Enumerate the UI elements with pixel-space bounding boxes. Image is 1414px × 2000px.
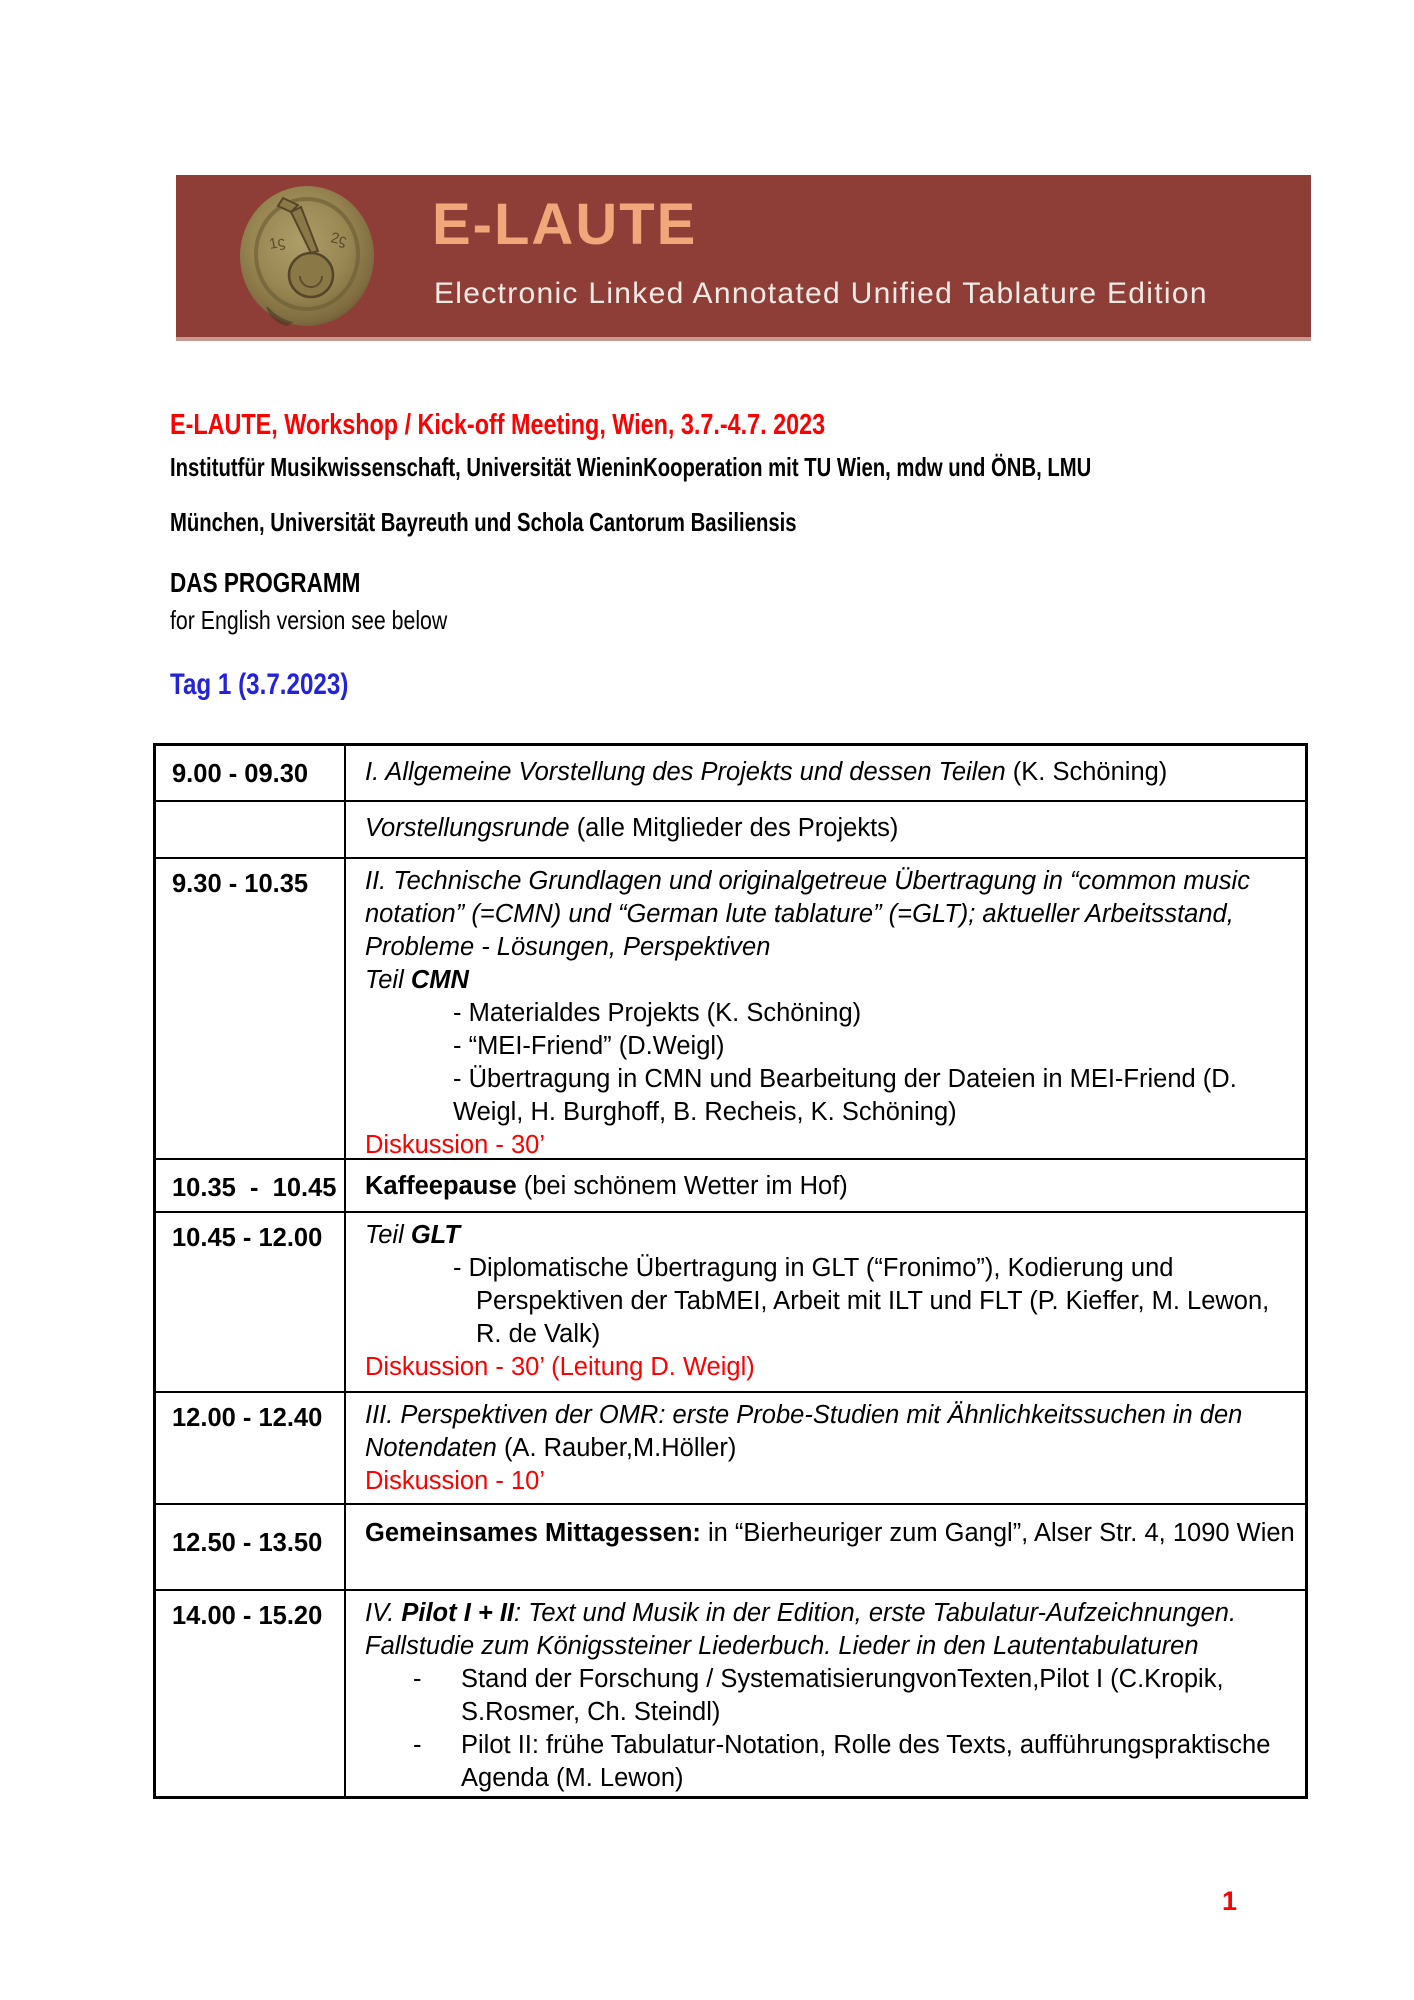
session-title: Vorstellungsrunde [365,814,570,842]
table-row [156,1393,1305,1505]
break-detail: (bei schönem Wetter im Hof) [516,1172,848,1200]
project-title: E-LAUTE [432,192,698,257]
session-title: II. Technische Grundlagen und originalgetreue Übertragung in “common music notation” (=CMN) und “German lute tablature” (=GLT); aktueller Arbeitsstand, Probleme - Lösungen, Perspektiven [365,867,1250,961]
content-cell [346,859,1305,1158]
session-part-label [365,1219,1297,1252]
page-number: 1 [1222,1886,1238,1916]
organizer-line-2: München, Universität Bayreuth und Schola Cantorum Basiliensis [170,507,797,537]
lunch-detail: in “Bierheuriger zum Gangl”, Alser Str. 4, 1090 Wien [700,1519,1295,1547]
day-1-heading: Tag 1 (3.7.2023) [170,668,349,701]
session-detail: (alle Mitglieder des Projekts) [569,814,899,842]
discussion-note: Diskussion - 30’ [365,1131,545,1159]
bullet-dash: - [413,1665,422,1693]
list-item [365,1729,1297,1795]
svg-text:1ϛ: 1ϛ [267,233,287,253]
time-cell: 10.35 - 10.45 [156,1160,346,1211]
lute-medallion-icon [238,185,376,327]
session-presenter: (A. Rauber,M.Höller) [496,1434,737,1462]
svg-text:2ϛ: 2ϛ [329,229,349,250]
header-banner [176,175,1311,341]
content-cell [346,1160,1305,1211]
time-cell: 9.30 - 10.35 [156,859,346,1158]
table-row [156,1505,1305,1591]
time-cell [156,802,346,857]
content-cell [346,802,1305,857]
program-title: DAS PROGRAMM [170,567,361,598]
content-cell [346,1505,1305,1589]
content-cell [346,1591,1305,1796]
break-title: Kaffeepause [365,1172,517,1200]
session-title: III. Perspektiven der OMR: erste Probe-Studien mit Ähnlichkeitssuchen in den Notendaten [365,1401,1243,1462]
table-row [156,859,1305,1160]
table-row [156,1591,1305,1796]
organizer-line-1: Institutfür Musikwissenschaft, Universität WieninKooperation mit TU Wien, mdw und ÖNB, LMU [170,452,1092,482]
lunch-title: Gemeinsames Mittagessen: [365,1519,701,1547]
table-row [156,802,1305,859]
bullet-text: Stand der Forschung / SystematisierungvonTexten,Pilot I (C.Kropik, S.Rosmer, Ch. Steindl) [461,1665,1224,1726]
pilot-name: Pilot I + II [401,1599,515,1627]
content-cell [346,1213,1305,1391]
part-name: GLT [410,1221,460,1249]
program-note: for English version see below [170,605,448,635]
part-word: Teil [365,1221,411,1249]
list-item: - Materialdes Projekts (K. Schöning) [453,999,862,1027]
time-cell: 10.45 - 12.00 [156,1213,346,1391]
session-description: : Text und Musik in der Edition, erste Tabulatur-Aufzeichnungen. Fallstudie zum Königssteiner Liederbuch. Lieder in den Lautentabulaturen [365,1599,1237,1660]
table-row [156,1160,1305,1213]
session-title [365,1597,1297,1663]
time-cell: 12.00 - 12.40 [156,1393,346,1503]
table-row [156,1213,1305,1393]
table-row [156,746,1305,802]
content-cell [346,1393,1305,1503]
content-cell [346,746,1305,800]
bullet-text: Pilot II: frühe Tabulatur-Notation, Rolle des Texts, aufführungspraktische Agenda (M. Lewon) [461,1731,1271,1792]
list-item [365,1663,1297,1729]
schedule-table [153,743,1308,1799]
part-name: CMN [410,966,469,994]
session-title: I. Allgemeine Vorstellung des Projekts und dessen Teilen [365,758,1006,786]
discussion-note: Diskussion - 30’ (Leitung D. Weigl) [365,1353,755,1381]
session-line [365,1399,1297,1465]
time-cell: 9.00 - 09.30 [156,746,346,800]
session-number: IV. [365,1599,402,1627]
time-cell: 12.50 - 13.50 [156,1505,346,1589]
time-cell: 14.00 - 15.20 [156,1591,346,1796]
part-word: Teil [365,966,411,994]
session-presenter: (K. Schöning) [1005,758,1168,786]
list-item: - Übertragung in CMN und Bearbeitung der Dateien in MEI-Friend (D. Weigl, H. Burghoff, B. Recheis, K. Schöning) [453,1065,1237,1126]
discussion-note: Diskussion - 10’ [365,1467,545,1495]
project-subtitle: Electronic Linked Annotated Unified Tablature Edition [434,277,1208,310]
lute-medallion-svg [238,185,376,327]
bullet-dash: - [413,1731,422,1759]
list-item: - Diplomatische Übertragung in GLT (“Fronimo”), Kodierung und Perspektiven der TabMEI, Arbeit mit ILT und FLT (P. Kieffer, M. Lewon, R. de Valk) [453,1254,1270,1348]
list-item: - “MEI-Friend” (D.Weigl) [453,1032,725,1060]
session-part-label [365,964,1297,997]
workshop-heading: E-LAUTE, Workshop / Kick-off Meeting, Wien, 3.7.-4.7. 2023 [170,409,826,441]
